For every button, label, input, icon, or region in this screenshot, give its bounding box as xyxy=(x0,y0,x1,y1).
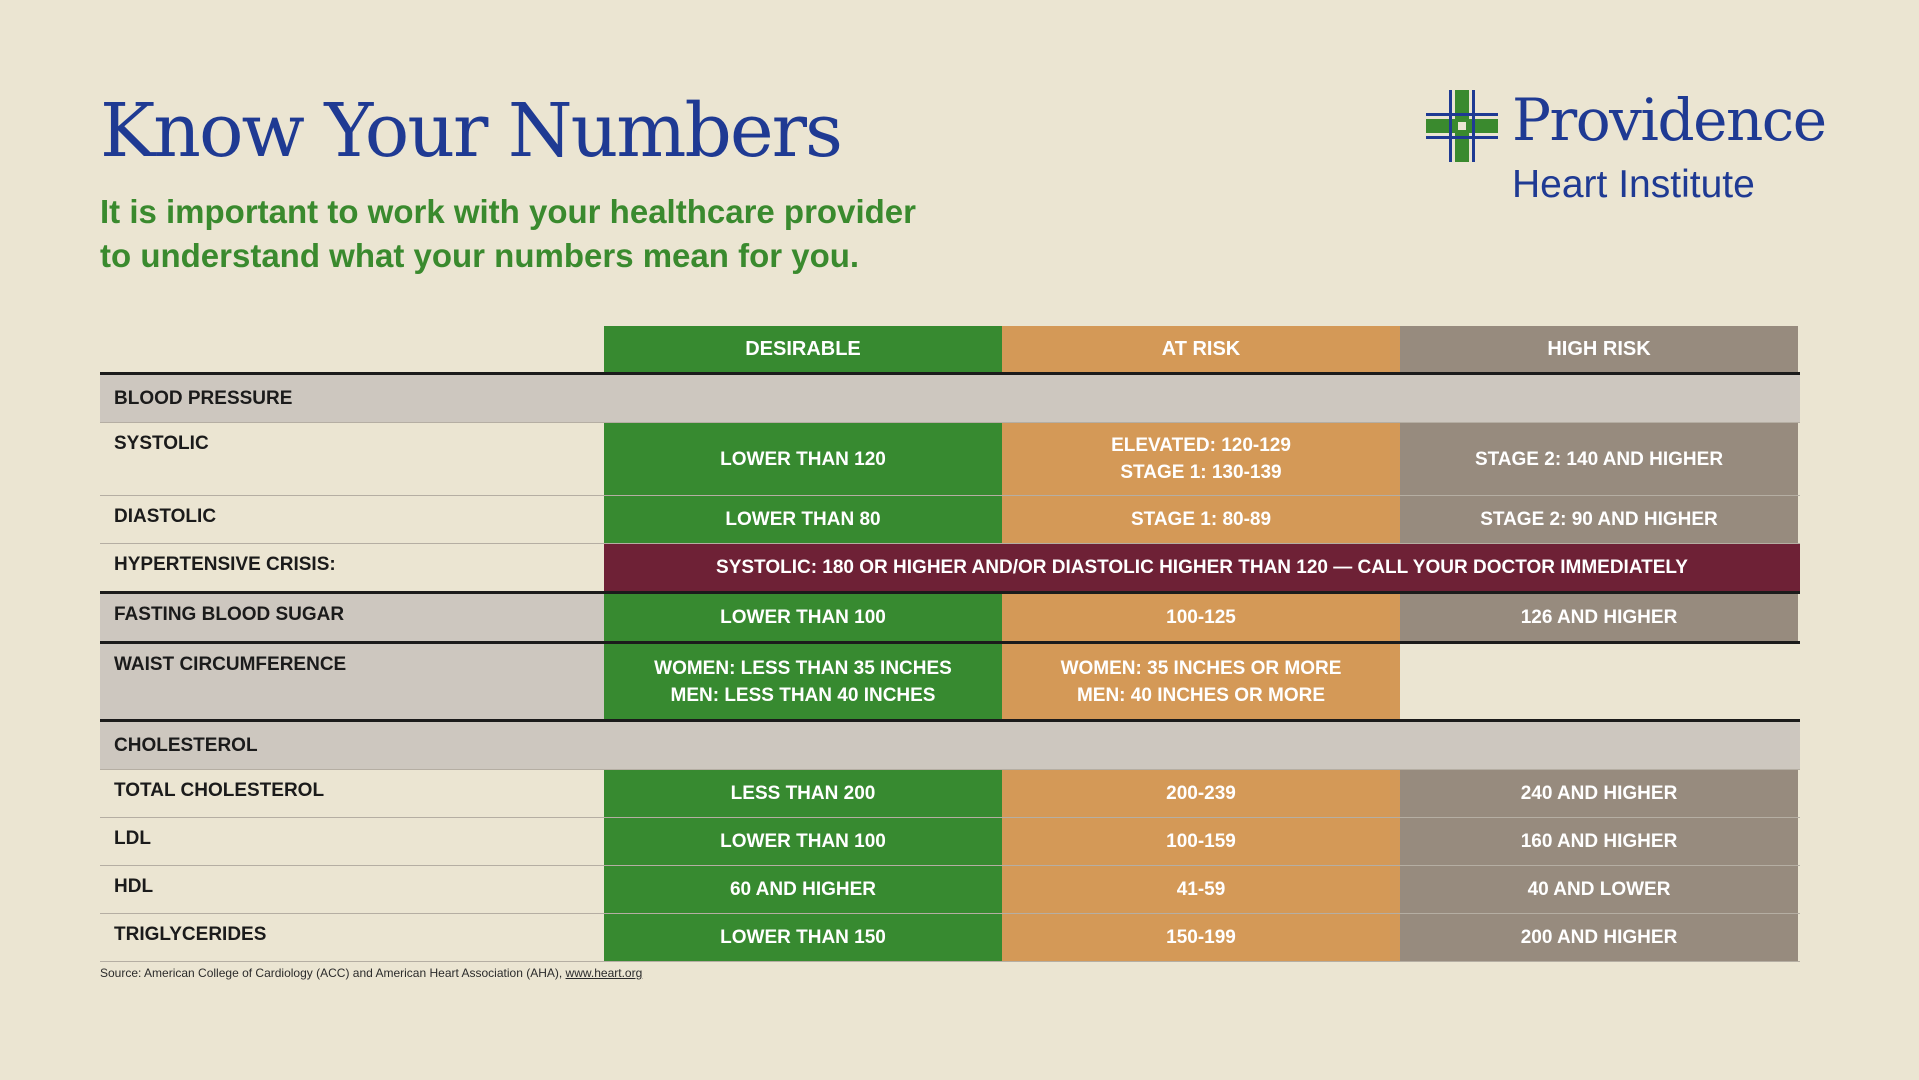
cell-desirable xyxy=(604,644,1002,719)
page-subtitle xyxy=(100,190,960,278)
cell-line: WOMEN: 35 INCHES OR MORE xyxy=(1060,657,1342,679)
section-cholesterol xyxy=(100,722,1800,770)
table-header-row xyxy=(100,326,1800,375)
subtitle-line-1: It is important to work with your healthcare provider xyxy=(100,193,916,230)
row-label: SYSTOLIC xyxy=(114,433,209,454)
cell-at-risk: 200-239 xyxy=(1002,770,1400,817)
source-note xyxy=(100,966,642,980)
row-label: HYPERTENSIVE CRISIS: xyxy=(114,554,336,575)
row-label: DIASTOLIC xyxy=(114,506,217,527)
cell-high-risk: STAGE 2: 140 AND HIGHER xyxy=(1400,423,1798,495)
table-row-hdl xyxy=(100,866,1800,914)
cell-high-risk: STAGE 2: 90 AND HIGHER xyxy=(1400,496,1798,543)
page-title: Know Your Numbers xyxy=(100,88,841,174)
cell-desirable: LOWER THAN 100 xyxy=(604,818,1002,865)
cell-high-risk: 40 AND LOWER xyxy=(1400,866,1798,913)
cell-desirable: LOWER THAN 120 xyxy=(604,423,1002,495)
table-row-hypertensive-crisis xyxy=(100,544,1800,594)
cross-logo-icon xyxy=(1426,90,1498,162)
cell-desirable: LOWER THAN 150 xyxy=(604,914,1002,961)
table-row-systolic xyxy=(100,423,1800,496)
cell-desirable: 60 AND HIGHER xyxy=(604,866,1002,913)
table-row-ldl xyxy=(100,818,1800,866)
header-at-risk: AT RISK xyxy=(1002,326,1400,372)
cell-high-risk: 160 AND HIGHER xyxy=(1400,818,1798,865)
section-label: BLOOD PRESSURE xyxy=(114,388,293,409)
table-row-total-cholesterol xyxy=(100,770,1800,818)
table-row-triglycerides xyxy=(100,914,1800,962)
table-row-fasting-blood-sugar xyxy=(100,594,1800,644)
logo-name: Providence xyxy=(1512,86,1826,154)
cell-at-risk: 41-59 xyxy=(1002,866,1400,913)
cell-at-risk xyxy=(1002,423,1400,495)
cell-high-risk: 200 AND HIGHER xyxy=(1400,914,1798,961)
row-label: FASTING BLOOD SUGAR xyxy=(100,594,604,641)
source-link[interactable]: www.heart.org xyxy=(565,966,643,980)
row-label: TOTAL CHOLESTEROL xyxy=(114,780,325,801)
section-blood-pressure xyxy=(100,375,1800,423)
header-high-risk: HIGH RISK xyxy=(1400,326,1798,372)
cell-at-risk: 100-125 xyxy=(1002,594,1400,641)
cell-desirable: LOWER THAN 80 xyxy=(604,496,1002,543)
cell-at-risk xyxy=(1002,644,1400,719)
row-label: LDL xyxy=(114,828,151,849)
cell-high-risk-empty xyxy=(1400,644,1798,719)
logo-subtitle: Heart Institute xyxy=(1512,163,1755,206)
cell-line: WOMEN: LESS THAN 35 INCHES xyxy=(654,657,952,679)
cell-high-risk: 126 AND HIGHER xyxy=(1400,594,1798,641)
source-text: Source: American College of Cardiology (ACC) and American Heart Association (AHA), xyxy=(100,966,566,980)
cell-crisis: SYSTOLIC: 180 OR HIGHER AND/OR DIASTOLIC HIGHER THAN 120 — CALL YOUR DOCTOR IMMEDIATELY xyxy=(604,544,1800,591)
cell-line: STAGE 1: 130-139 xyxy=(1120,462,1282,483)
cell-at-risk: STAGE 1: 80-89 xyxy=(1002,496,1400,543)
cell-line: ELEVATED: 120-129 xyxy=(1111,435,1291,456)
section-label: CHOLESTEROL xyxy=(114,735,258,756)
row-label: WAIST CIRCUMFERENCE xyxy=(100,644,604,719)
providence-logo xyxy=(1426,86,1826,220)
cell-high-risk: 240 AND HIGHER xyxy=(1400,770,1798,817)
table-row-waist-circumference xyxy=(100,644,1800,722)
table-row-diastolic xyxy=(100,496,1800,544)
header-desirable: DESIRABLE xyxy=(604,326,1002,372)
row-label: TRIGLYCERIDES xyxy=(114,924,267,945)
cell-desirable: LOWER THAN 100 xyxy=(604,594,1002,641)
row-label: HDL xyxy=(114,876,154,897)
cell-at-risk: 150-199 xyxy=(1002,914,1400,961)
numbers-table xyxy=(100,326,1800,962)
cell-line: MEN: 40 INCHES OR MORE xyxy=(1076,684,1326,706)
cell-line: MEN: LESS THAN 40 INCHES xyxy=(670,684,936,706)
subtitle-line-2: to understand what your numbers mean for you. xyxy=(100,237,860,274)
cell-at-risk: 100-159 xyxy=(1002,818,1400,865)
header-empty-cell xyxy=(100,326,604,372)
cell-desirable: LESS THAN 200 xyxy=(604,770,1002,817)
